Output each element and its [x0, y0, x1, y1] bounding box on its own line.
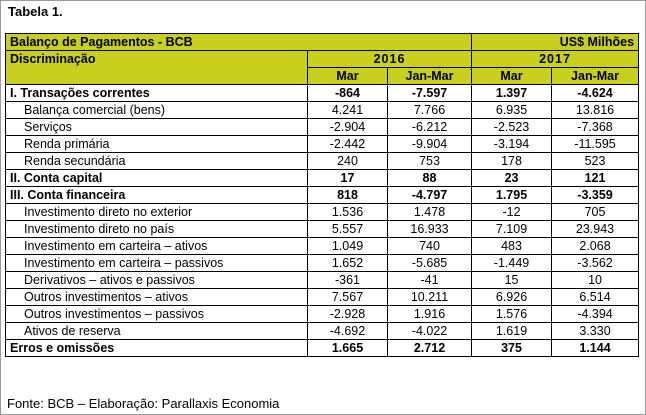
- row-value: 523: [552, 153, 639, 170]
- row-value: 1.478: [388, 204, 472, 221]
- row-label: I. Transações correntes: [6, 85, 308, 102]
- row-value: -4.692: [308, 323, 388, 340]
- row-value: -3.359: [552, 187, 639, 204]
- year-2017: 2017: [472, 51, 639, 68]
- row-value: 7.766: [388, 102, 472, 119]
- subcol-header: Jan-Mar: [552, 68, 639, 85]
- row-value: -864: [308, 85, 388, 102]
- row-label: III. Conta financeira: [6, 187, 308, 204]
- row-value: 6.935: [472, 102, 552, 119]
- row-value: 753: [388, 153, 472, 170]
- table-row: [6, 187, 639, 204]
- row-value: 3.330: [552, 323, 639, 340]
- row-value: -3.194: [472, 136, 552, 153]
- table-row: [6, 170, 639, 187]
- table-row: [6, 136, 639, 153]
- row-value: 818: [308, 187, 388, 204]
- row-value: -2.442: [308, 136, 388, 153]
- table-title: Balanço de Pagamentos - BCB: [6, 34, 472, 51]
- row-value: 1.665: [308, 340, 388, 357]
- row-value: 6.926: [472, 289, 552, 306]
- row-value: -12: [472, 204, 552, 221]
- row-label: Ativos de reserva: [6, 323, 308, 340]
- row-value: 88: [388, 170, 472, 187]
- row-value: -7.597: [388, 85, 472, 102]
- row-value: 23: [472, 170, 552, 187]
- table-row: [6, 340, 639, 357]
- row-value: 10.211: [388, 289, 472, 306]
- row-label: Serviços: [6, 119, 308, 136]
- row-value: -2.928: [308, 306, 388, 323]
- row-label: Investimento em carteira – ativos: [6, 238, 308, 255]
- row-value: -2.523: [472, 119, 552, 136]
- row-value: -4.797: [388, 187, 472, 204]
- row-value: 6.514: [552, 289, 639, 306]
- table-row: [6, 255, 639, 272]
- row-value: 1.795: [472, 187, 552, 204]
- row-value: -9.904: [388, 136, 472, 153]
- row-value: -5.685: [388, 255, 472, 272]
- row-value: 7.109: [472, 221, 552, 238]
- row-value: 2.068: [552, 238, 639, 255]
- table-row: [6, 289, 639, 306]
- table-row: [6, 272, 639, 289]
- row-value: 1.916: [388, 306, 472, 323]
- year-2016: 2016: [308, 51, 472, 68]
- row-value: 705: [552, 204, 639, 221]
- row-value: -41: [388, 272, 472, 289]
- balance-of-payments-table: [5, 33, 639, 357]
- row-value: -7.368: [552, 119, 639, 136]
- row-value: -4.394: [552, 306, 639, 323]
- row-value: 1.049: [308, 238, 388, 255]
- row-value: -4.624: [552, 85, 639, 102]
- row-label: Outros investimentos – passivos: [6, 306, 308, 323]
- row-value: 1.619: [472, 323, 552, 340]
- row-label: Balança comercial (bens): [6, 102, 308, 119]
- row-label: II. Conta capital: [6, 170, 308, 187]
- table-row: [6, 119, 639, 136]
- subcol-header: Jan-Mar: [388, 68, 472, 85]
- table-unit: US$ Milhões: [472, 34, 639, 51]
- table-row: [6, 221, 639, 238]
- row-value: 23.943: [552, 221, 639, 238]
- row-value: 1.576: [472, 306, 552, 323]
- row-label: Outros investimentos – ativos: [6, 289, 308, 306]
- row-label: Investimento direto no país: [6, 221, 308, 238]
- row-value: 1.536: [308, 204, 388, 221]
- row-value: 1.652: [308, 255, 388, 272]
- row-value: -3.562: [552, 255, 639, 272]
- table-row: [6, 204, 639, 221]
- subcol-header: Mar: [308, 68, 388, 85]
- table-title-row: [6, 34, 639, 51]
- row-value: 15: [472, 272, 552, 289]
- table-row: [6, 102, 639, 119]
- row-value: 740: [388, 238, 472, 255]
- row-value: 483: [472, 238, 552, 255]
- row-value: 1.397: [472, 85, 552, 102]
- year-header-row: [6, 51, 639, 68]
- table-row: [6, 306, 639, 323]
- row-value: 1.144: [552, 340, 639, 357]
- row-value: 121: [552, 170, 639, 187]
- row-label: Renda secundária: [6, 153, 308, 170]
- row-label: Renda primária: [6, 136, 308, 153]
- table-caption: Tabela 1.: [8, 4, 63, 19]
- row-label: Erros e omissões: [6, 340, 308, 357]
- table-row: [6, 323, 639, 340]
- row-value: 16.933: [388, 221, 472, 238]
- row-value: -4.022: [388, 323, 472, 340]
- subcol-header: Mar: [472, 68, 552, 85]
- row-value: 13.816: [552, 102, 639, 119]
- row-value: 375: [472, 340, 552, 357]
- source-footer: Fonte: BCB – Elaboração: Parallaxis Economia: [7, 396, 280, 411]
- row-value: 5.557: [308, 221, 388, 238]
- row-value: 178: [472, 153, 552, 170]
- table-row: [6, 238, 639, 255]
- row-label: Investimento direto no exterior: [6, 204, 308, 221]
- row-value: -1.449: [472, 255, 552, 272]
- row-value: -361: [308, 272, 388, 289]
- row-value: 17: [308, 170, 388, 187]
- column-label: Discriminação: [6, 51, 308, 85]
- row-value: 2.712: [388, 340, 472, 357]
- row-value: -11.595: [552, 136, 639, 153]
- row-label: Investimento em carteira – passivos: [6, 255, 308, 272]
- row-value: -2.904: [308, 119, 388, 136]
- table-row: [6, 85, 639, 102]
- row-value: 10: [552, 272, 639, 289]
- row-value: 240: [308, 153, 388, 170]
- row-value: 4.241: [308, 102, 388, 119]
- row-label: Derivativos – ativos e passivos: [6, 272, 308, 289]
- row-value: 7.567: [308, 289, 388, 306]
- table-row: [6, 153, 639, 170]
- row-value: -6.212: [388, 119, 472, 136]
